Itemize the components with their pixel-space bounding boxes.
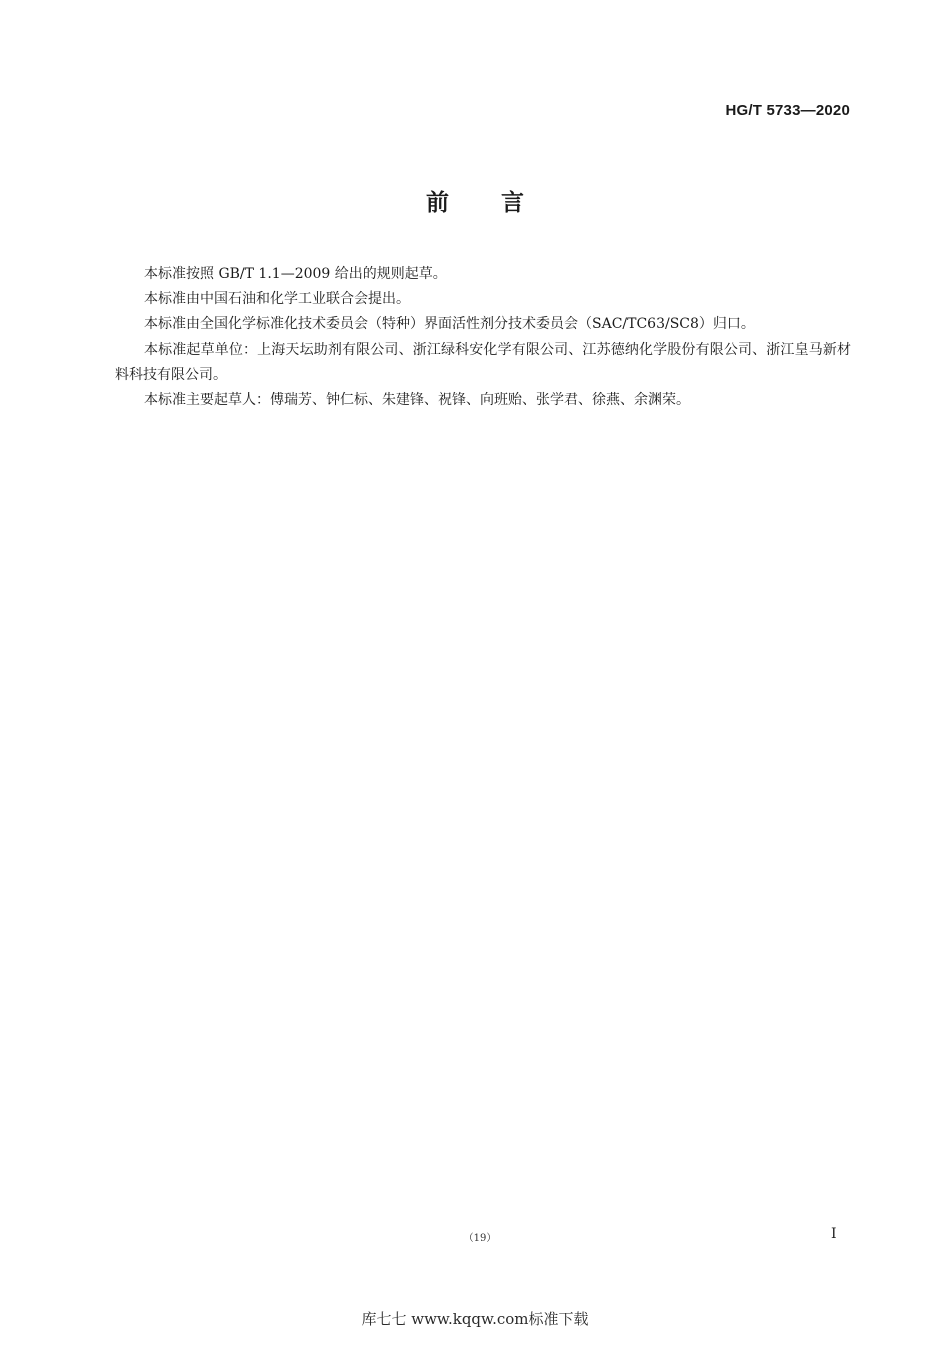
paragraph-committee: 本标准由全国化学标准化技术委员会（特种）界面活性剂分技术委员会（SAC/TC63/SC8）归口。 [144,316,755,333]
paragraph-drafting-rules: 本标准按照 GB/T 1.1—2009 给出的规则起草。 [144,266,447,282]
page-mark: （19） [463,1233,497,1244]
paragraph-drafting-units: 本标准起草单位：上海天坛助剂有限公司、浙江绿科安化学有限公司、江苏德纳化学股份有限公司、浙江皇马新材料科技有限公司。 [115,341,851,383]
page-number: I [831,1226,837,1242]
paragraph-proposer: 本标准由中国石油和化学工业联合会提出。 [144,291,410,308]
page-title: 前言 [426,190,576,216]
foreword-body [115,262,851,413]
footer-watermark: 库七七 www.kqqw.com标准下载 [361,1310,589,1328]
paragraph-drafters: 本标准主要起草人：傅瑞芳、钟仁标、朱建锋、祝锋、向班贻、张学君、徐燕、余渊荣。 [144,392,690,409]
standard-code: HG/T 5733—2020 [725,102,850,119]
